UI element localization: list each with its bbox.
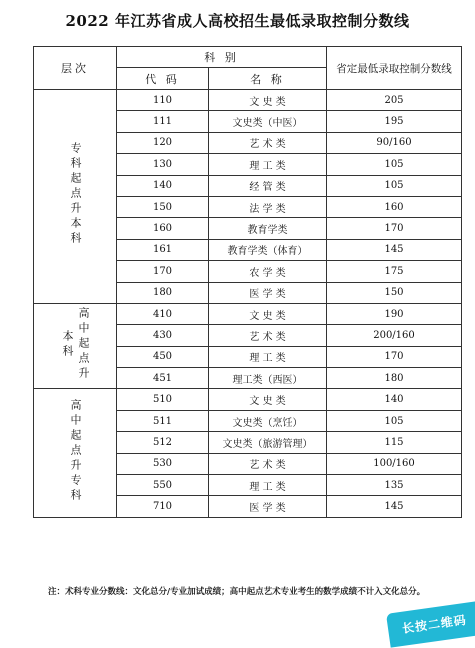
cell-code: 410 <box>117 303 209 324</box>
cell-score: 195 <box>327 111 462 132</box>
cell-name: 文 史 类 <box>209 389 327 410</box>
score-table-body <box>34 90 462 518</box>
cell-score: 145 <box>327 496 462 517</box>
cell-code: 111 <box>117 111 209 132</box>
cell-score: 180 <box>327 368 462 389</box>
level-label <box>34 303 117 389</box>
table-row <box>34 90 462 111</box>
header-code: 代 码 <box>117 68 209 90</box>
cell-name: 艺 术 类 <box>209 453 327 474</box>
cell-code: 530 <box>117 453 209 474</box>
cell-name: 理 工 类 <box>209 346 327 367</box>
cell-code: 150 <box>117 196 209 217</box>
cell-code: 511 <box>117 410 209 431</box>
cell-code: 130 <box>117 154 209 175</box>
cell-score: 200/160 <box>327 325 462 346</box>
level-label <box>34 389 117 517</box>
cell-score: 150 <box>327 282 462 303</box>
cell-score: 140 <box>327 389 462 410</box>
cell-score: 160 <box>327 196 462 217</box>
cell-name: 经 管 类 <box>209 175 327 196</box>
cell-code: 710 <box>117 496 209 517</box>
cell-code: 140 <box>117 175 209 196</box>
cell-code: 161 <box>117 239 209 260</box>
cell-code: 170 <box>117 261 209 282</box>
header-name: 名 称 <box>209 68 327 90</box>
header-level: 层次 <box>34 47 117 90</box>
cell-code: 510 <box>117 389 209 410</box>
cell-code: 451 <box>117 368 209 389</box>
footnote: 注：术科专业分数线：文化总分/专业加试成绩；高中起点艺术专业考生的数学成绩不计入文化总分。 <box>48 587 426 597</box>
cell-name: 文史类（旅游管理） <box>209 432 327 453</box>
cell-name: 艺 术 类 <box>209 132 327 153</box>
cell-name: 理 工 类 <box>209 475 327 496</box>
cell-score: 100/160 <box>327 453 462 474</box>
cell-code: 450 <box>117 346 209 367</box>
cell-name: 农 学 类 <box>209 261 327 282</box>
cell-code: 430 <box>117 325 209 346</box>
cell-score: 105 <box>327 154 462 175</box>
cell-score: 205 <box>327 90 462 111</box>
cell-name: 艺 术 类 <box>209 325 327 346</box>
cell-name: 文史类（中医） <box>209 111 327 132</box>
cell-code: 120 <box>117 132 209 153</box>
cell-score: 145 <box>327 239 462 260</box>
qr-hint-badge[interactable]: 长按二维码 <box>386 601 475 648</box>
cell-name: 文 史 类 <box>209 90 327 111</box>
level-label-text: 高中起点升本科 <box>61 307 90 383</box>
cell-code: 160 <box>117 218 209 239</box>
table-row <box>34 303 462 324</box>
cell-name: 医 学 类 <box>209 282 327 303</box>
cell-code: 180 <box>117 282 209 303</box>
cell-score: 170 <box>327 346 462 367</box>
cell-code: 550 <box>117 475 209 496</box>
cell-name: 法 学 类 <box>209 196 327 217</box>
cell-name: 理工类（西医） <box>209 368 327 389</box>
cell-score: 90/160 <box>327 132 462 153</box>
cell-code: 512 <box>117 432 209 453</box>
cell-name: 文史类（烹饪） <box>209 410 327 431</box>
table-row <box>34 389 462 410</box>
cell-score: 190 <box>327 303 462 324</box>
cell-score: 175 <box>327 261 462 282</box>
cell-name: 教育学类（体育） <box>209 239 327 260</box>
page-title: 2022 年江苏省成人高校招生最低录取控制分数线 <box>65 12 410 30</box>
level-label <box>34 90 117 304</box>
cell-score: 170 <box>327 218 462 239</box>
cell-name: 医 学 类 <box>209 496 327 517</box>
level-label-text: 高中起点升专科 <box>69 399 82 505</box>
cell-score: 135 <box>327 475 462 496</box>
cell-name: 教育学类 <box>209 218 327 239</box>
cell-name: 文 史 类 <box>209 303 327 324</box>
score-table <box>33 46 462 518</box>
header-score: 省定最低录取控制分数线 <box>327 47 462 90</box>
level-label-text: 专科起点升本科 <box>69 142 82 248</box>
header-category: 科 别 <box>117 47 327 68</box>
cell-code: 110 <box>117 90 209 111</box>
cell-score: 115 <box>327 432 462 453</box>
cell-score: 105 <box>327 410 462 431</box>
cell-score: 105 <box>327 175 462 196</box>
cell-name: 理 工 类 <box>209 154 327 175</box>
